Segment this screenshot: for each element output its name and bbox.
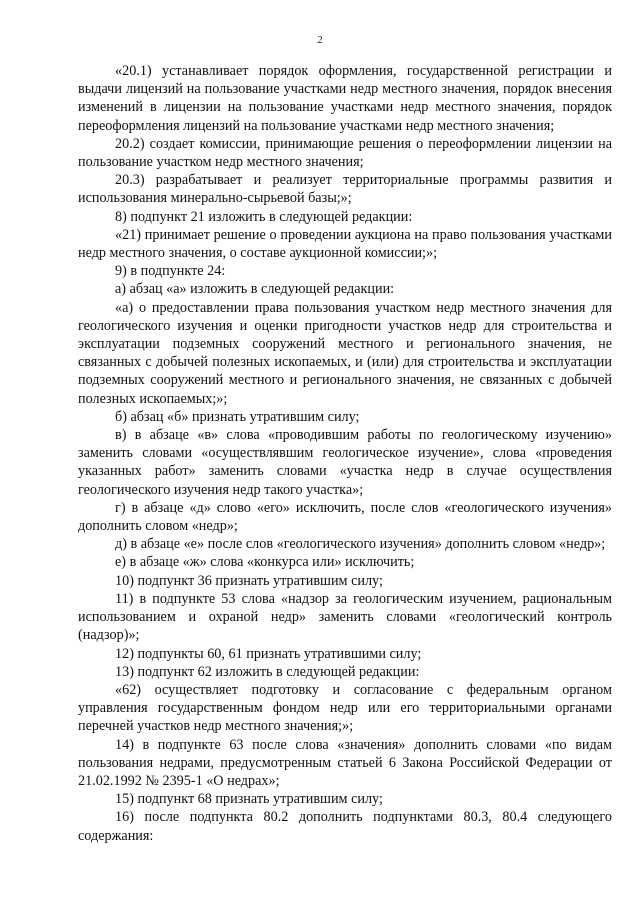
paragraph-9b: б) абзац «б» признать утратившим силу;: [115, 408, 360, 425]
paragraph-item-8: 8) подпункт 21 изложить в следующей редакции:: [115, 208, 413, 225]
document-body: [78, 62, 612, 845]
paragraph-item-9: 9) в подпункте 24:: [115, 263, 226, 280]
paragraph-9d: д) в абзаце «е» после слов «геологического изучения» дополнить словом «недр»;: [115, 536, 606, 553]
paragraph-9g: г) в абзаце «д» слово «его» исключить, после слов «геологического изучения» дополнить словом «недр»;: [78, 499, 612, 535]
paragraph-item-16: 16) после подпункта 80.2 дополнить подпунктами 80.3, 80.4 следующего содержания:: [78, 809, 612, 844]
paragraph-item-12: 12) подпункты 60, 61 признать утратившими силу;: [115, 645, 422, 662]
paragraph-20-2: 20.2) создает комиссии, принимающие решения о переоформлении лицензии на пользование участком недр местного значения;: [78, 135, 612, 171]
paragraph-62: «62) осуществляет подготовку и согласование с федеральным органом управления государственным фондом недр или его территориальными органами перечней участков недр местного значения;»;: [78, 681, 612, 735]
paragraph-item-15: 15) подпункт 68 признать утратившим силу;: [115, 791, 383, 808]
paragraph-9v: в) в абзаце «в» слова «проводившим работы по геологическому изучению» заменить словами «осуществлявшим геологическое изучение», слова «проведения указанных работ» заменить словами «участка недр в случае осуществления геологического изучения недр такого участка»;: [78, 427, 612, 498]
page-number: 2: [317, 34, 323, 46]
paragraph-item-11: 11) в подпункте 53 слова «надзор за геологическим изучением, рациональным использованием и охраной недр» заменить словами «геологический контроль (надзор)»;: [78, 590, 612, 644]
paragraph-20-3: 20.3) разрабатывает и реализует территориальные программы развития и использования минерально-сырьевой базы;»;: [78, 172, 612, 207]
paragraph-item-10: 10) подпункт 36 признать утратившим силу;: [115, 572, 383, 589]
paragraph-20-1: «20.1) устанавливает порядок оформления, государственной регистрации и выдачи лицензий на пользование участками недр местного значения, порядок внесения изменений в лицензии на пользование участками недр местного значения, порядок переоформления лицензий на пользование участками недр местного значения;: [78, 63, 612, 134]
paragraph-21: «21) принимает решение о проведении аукциона на право пользования участками недр местного значения, о составе аукционной комиссии;»;: [78, 226, 612, 262]
paragraph-item-13: 13) подпункт 62 изложить в следующей редакции:: [115, 663, 420, 680]
paragraph-item-14: 14) в подпункте 63 после слова «значения» дополнить словами «по видам пользования недрами, предусмотренным статьей 6 Закона Российской Федерации от 21.02.1992 № 2395-1 «О недрах»;: [78, 736, 612, 789]
paragraph-9e: е) в абзаце «ж» слова «конкурса или» исключить;: [115, 554, 415, 571]
paragraph-9a: а) абзац «а» изложить в следующей редакции:: [115, 281, 395, 298]
paragraph-9a-text: «а) о предоставлении права пользования участком недр местного значения для геологического изучения и оценки пригодности участков недр для строительства и эксплуатации подземных сооружений местного и регионального значения, не связанных с добычей полезных ископаемых, и (или) для строительства и эксплуатации подземных сооружений местного и регионального значения, не связанных с добычей полезных ископаемых;»;: [78, 299, 612, 407]
